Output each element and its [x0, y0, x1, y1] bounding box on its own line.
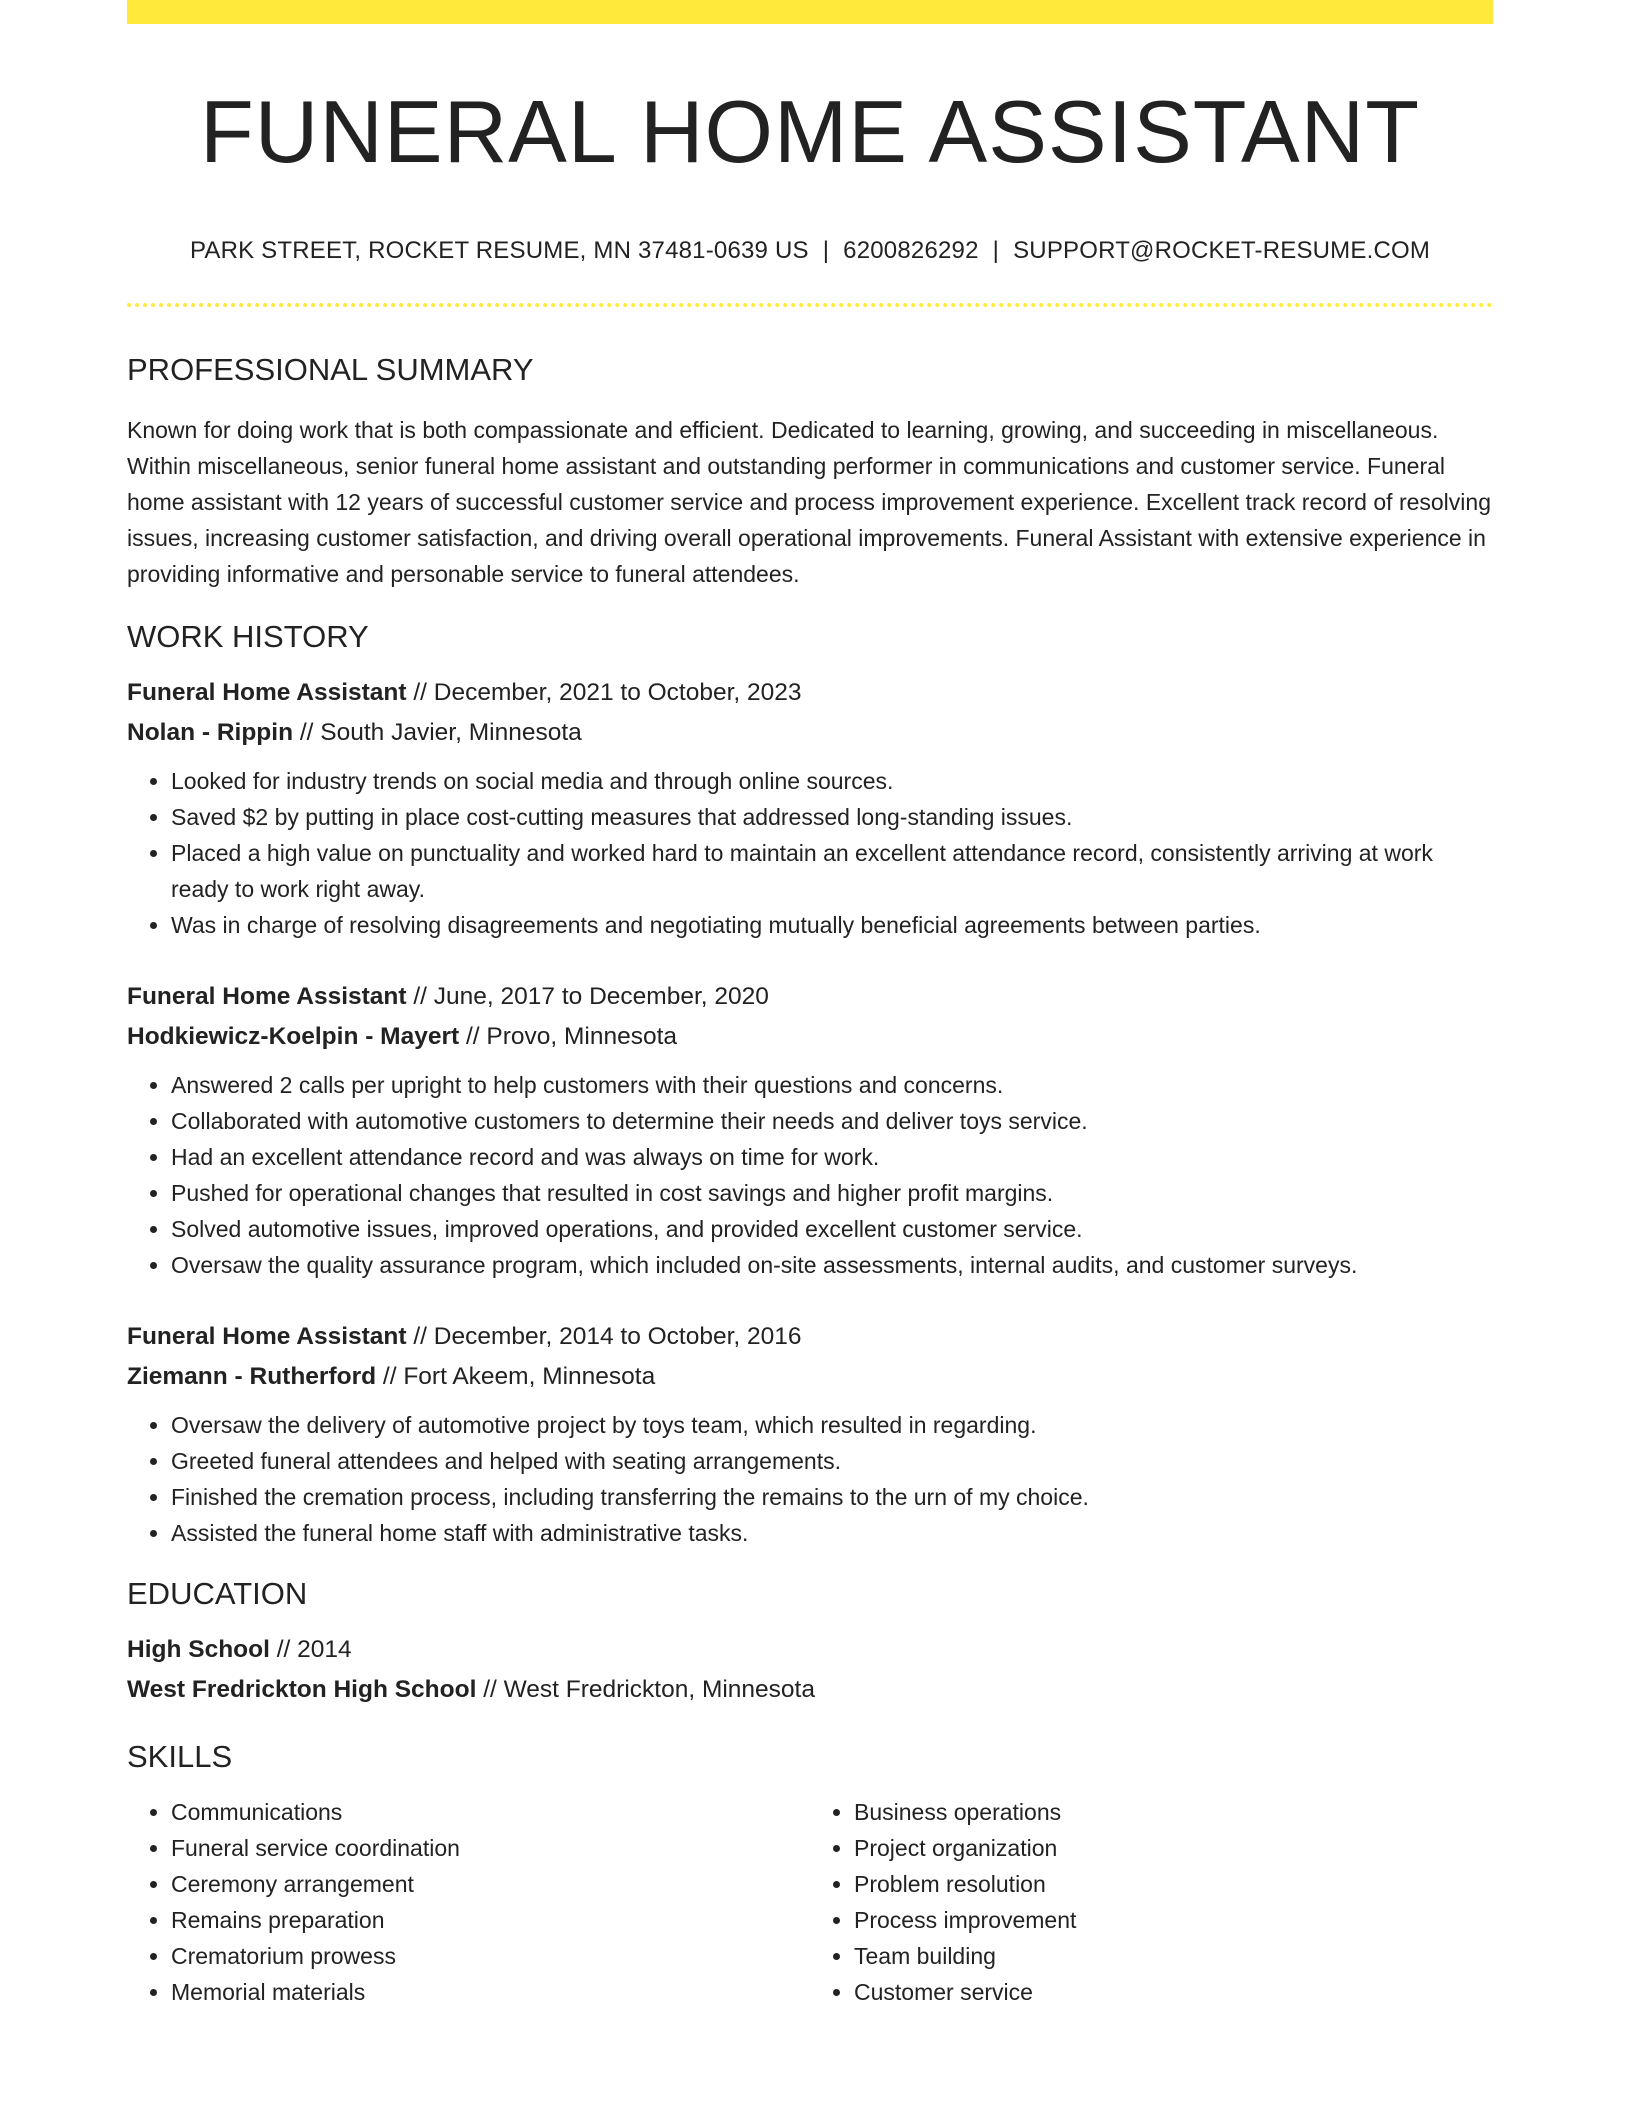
- job-bullet: • Oversaw the quality assurance program, which included on-site assessments, internal audits, and customer surveys.: [171, 1247, 1493, 1283]
- contact-address: PARK STREET, ROCKET RESUME, MN 37481-0639 US: [189, 236, 809, 264]
- job-bullet: • Oversaw the delivery of automotive project by toys team, which resulted in regarding.: [171, 1407, 1493, 1443]
- job-company-line: [127, 1357, 1493, 1397]
- job-bullet: • Had an excellent attendance record and was always on time for work.: [171, 1139, 1493, 1175]
- skill-item: • Team building: [854, 1938, 1493, 1974]
- job-bullet: • Placed a high value on punctuality and worked hard to maintain an excellent attendance record, consistently arriving at work ready to work right away.: [171, 835, 1493, 907]
- job-divider: //: [459, 1023, 487, 1051]
- education-location: West Fredrickton, Minnesota: [503, 1676, 815, 1704]
- job-divider: //: [406, 1323, 434, 1351]
- skills-list-right: [810, 1794, 1493, 2010]
- summary-text: Known for doing work that is both compassionate and efficient. Dedicated to learning, growing, and succeeding in miscellaneous. Within miscellaneous, senior funeral home assistant and outstanding performer in communications and customer service. Funeral home assistant with 12 years of successful customer service and process improvement experience. Excellent track record of resolving issues, increasing customer satisfaction, and driving overall operational improvements. Funeral Assistant with extensive experience in providing informative and personable service to funeral attendees.: [127, 416, 1491, 587]
- job-location: Provo, Minnesota: [486, 1023, 678, 1051]
- job-bullet: • Solved automotive issues, improved operations, and provided excellent customer service.: [171, 1211, 1493, 1247]
- education-school: West Fredrickton High School: [127, 1676, 477, 1704]
- resume-title: FUNERAL HOME ASSISTANT: [200, 82, 1420, 181]
- job-title-line: [127, 673, 1493, 713]
- job-entry: [127, 1317, 1493, 1551]
- job-bullet: • Looked for industry trends on social media and through online sources.: [171, 763, 1493, 799]
- skills-columns: [127, 1794, 1493, 2010]
- job-company-line: [127, 713, 1493, 753]
- job-location: Fort Akeem, Minnesota: [403, 1363, 656, 1391]
- job-bullet: • Greeted funeral attendees and helped with seating arrangements.: [171, 1443, 1493, 1479]
- job-title-line: [127, 1317, 1493, 1357]
- skill-item: • Business operations: [854, 1794, 1493, 1830]
- job-company: Ziemann - Rutherford: [127, 1363, 377, 1391]
- job-bullets: [127, 763, 1493, 943]
- dotted-divider: [127, 303, 1493, 307]
- contact-line: [127, 237, 1493, 265]
- job-location: South Javier, Minnesota: [320, 719, 582, 747]
- job-company: Nolan - Rippin: [127, 719, 294, 747]
- skill-item: • Ceremony arrangement: [171, 1866, 810, 1902]
- job-bullet: • Finished the cremation process, including transferring the remains to the urn of my choice.: [171, 1479, 1493, 1515]
- contact-separator: |: [992, 236, 1000, 264]
- job-bullets: [127, 1407, 1493, 1551]
- job-bullet: • Assisted the funeral home staff with administrative tasks.: [171, 1515, 1493, 1551]
- skill-item: • Remains preparation: [171, 1902, 810, 1938]
- job-divider: //: [406, 983, 434, 1011]
- job-dates: December, 2021 to October, 2023: [433, 679, 802, 707]
- job-bullet: • Was in charge of resolving disagreements and negotiating mutually beneficial agreements between parties.: [171, 907, 1493, 943]
- education-divider: //: [476, 1676, 504, 1704]
- skill-item: • Process improvement: [854, 1902, 1493, 1938]
- job-divider: //: [406, 679, 434, 707]
- job-dates: June, 2017 to December, 2020: [433, 983, 769, 1011]
- job-bullet: • Answered 2 calls per upright to help customers with their questions and concerns.: [171, 1067, 1493, 1103]
- job-bullet: • Pushed for operational changes that resulted in cost savings and higher profit margins.: [171, 1175, 1493, 1211]
- skill-item: • Funeral service coordination: [171, 1830, 810, 1866]
- job-bullets: [127, 1067, 1493, 1283]
- job-divider: //: [376, 1363, 404, 1391]
- skill-item: • Crematorium prowess: [171, 1938, 810, 1974]
- resume-page: [127, 0, 1493, 2010]
- section-title-work-history: WORK HISTORY: [127, 618, 369, 654]
- skill-item: • Memorial materials: [171, 1974, 810, 2010]
- accent-top-bar: [127, 0, 1493, 24]
- job-divider: //: [293, 719, 321, 747]
- contact-phone: 6200826292: [843, 236, 979, 264]
- job-title-line: [127, 977, 1493, 1017]
- job-bullet: • Collaborated with automotive customers to determine their needs and deliver toys service.: [171, 1103, 1493, 1139]
- job-role: Funeral Home Assistant: [127, 1323, 407, 1351]
- job-entry: [127, 673, 1493, 943]
- section-title-skills: SKILLS: [127, 1739, 233, 1775]
- education-year: 2014: [297, 1636, 352, 1664]
- section-title-summary: PROFESSIONAL SUMMARY: [127, 351, 534, 387]
- section-title-education: EDUCATION: [127, 1576, 308, 1612]
- contact-email: SUPPORT@ROCKET-RESUME.COM: [1013, 236, 1431, 264]
- job-bullet: • Saved $2 by putting in place cost-cutting measures that addressed long-standing issues.: [171, 799, 1493, 835]
- job-role: Funeral Home Assistant: [127, 679, 407, 707]
- education-divider: //: [269, 1636, 298, 1664]
- education-degree-line: [127, 1630, 1493, 1670]
- skill-item: • Problem resolution: [854, 1866, 1493, 1902]
- education-degree: High School: [127, 1636, 270, 1664]
- skill-item: • Project organization: [854, 1830, 1493, 1866]
- skill-item: • Communications: [171, 1794, 810, 1830]
- job-entry: [127, 977, 1493, 1283]
- contact-separator: |: [822, 236, 830, 264]
- education-entry: [127, 1630, 1493, 1710]
- skill-item: • Customer service: [854, 1974, 1493, 2010]
- job-dates: December, 2014 to October, 2016: [433, 1323, 802, 1351]
- job-role: Funeral Home Assistant: [127, 983, 407, 1011]
- job-company-line: [127, 1017, 1493, 1057]
- skills-list-left: [127, 1794, 810, 2010]
- job-company: Hodkiewicz-Koelpin - Mayert: [127, 1023, 460, 1051]
- education-school-line: [127, 1670, 1493, 1710]
